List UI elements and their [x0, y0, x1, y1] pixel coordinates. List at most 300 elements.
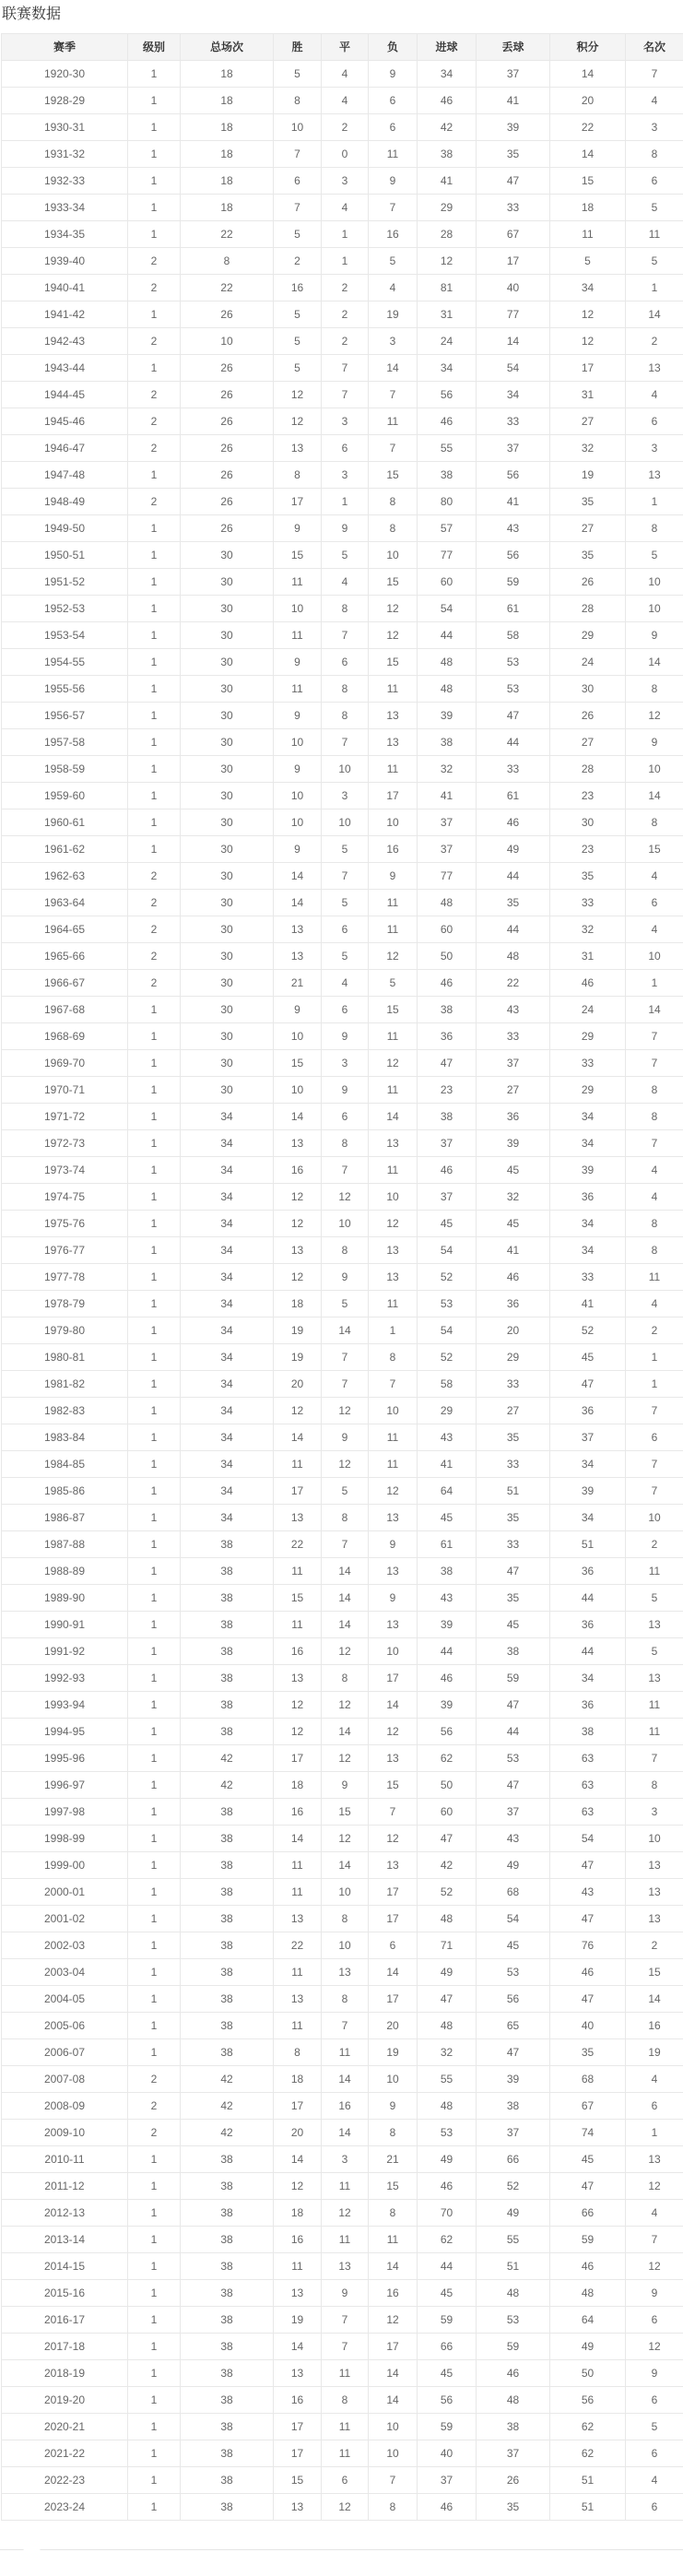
table-row [2, 2173, 683, 2200]
cell-level: 1 [128, 1104, 181, 1130]
table-row [2, 2253, 683, 2280]
cell-goals-against: 47 [477, 168, 550, 195]
cell-total-matches: 30 [181, 622, 274, 649]
cell-rank: 6 [626, 2093, 683, 2120]
cell-wins: 13 [274, 1906, 322, 1932]
cell-losses: 11 [369, 408, 418, 435]
cell-losses: 15 [369, 2173, 418, 2200]
cell-level: 1 [128, 2200, 181, 2227]
cell-losses: 7 [369, 382, 418, 408]
cell-wins: 17 [274, 1478, 322, 1505]
cell-points: 34 [550, 1665, 626, 1692]
cell-draws: 11 [322, 2039, 369, 2066]
table-row [2, 1585, 683, 1612]
cell-goals-against: 37 [477, 1799, 550, 1826]
cell-points: 63 [550, 1799, 626, 1826]
cell-draws: 6 [322, 2467, 369, 2494]
cell-draws: 14 [322, 1852, 369, 1879]
table-row [2, 1959, 683, 1986]
cell-rank: 13 [626, 462, 683, 489]
cell-rank: 6 [626, 408, 683, 435]
cell-losses: 5 [369, 248, 418, 275]
cell-draws: 11 [322, 2414, 369, 2440]
cell-draws: 10 [322, 1211, 369, 1237]
table-row [2, 1826, 683, 1852]
cell-rank: 6 [626, 2307, 683, 2334]
cell-total-matches: 30 [181, 676, 274, 703]
table-row [2, 382, 683, 408]
cell-level: 1 [128, 1932, 181, 1959]
cell-total-matches: 42 [181, 1745, 274, 1772]
cell-losses: 12 [369, 1211, 418, 1237]
cell-level: 1 [128, 1371, 181, 1398]
column-header-losses: 负 [369, 34, 418, 61]
cell-points: 20 [550, 88, 626, 114]
cell-season: 1955-56 [2, 676, 128, 703]
cell-wins: 12 [274, 1692, 322, 1719]
cell-season: 1996-97 [2, 1772, 128, 1799]
cell-season: 1997-98 [2, 1799, 128, 1826]
cell-level: 2 [128, 275, 181, 301]
cell-wins: 9 [274, 703, 322, 729]
table-row [2, 1237, 683, 1264]
cell-rank: 7 [626, 1451, 683, 1478]
cell-total-matches: 30 [181, 836, 274, 863]
cell-level: 1 [128, 2227, 181, 2253]
cell-rank: 14 [626, 783, 683, 809]
cell-season: 1983-84 [2, 1424, 128, 1451]
cell-total-matches: 38 [181, 2387, 274, 2414]
cell-wins: 18 [274, 2200, 322, 2227]
cell-goals-for: 36 [418, 1023, 477, 1050]
cell-points: 43 [550, 1879, 626, 1906]
cell-points: 34 [550, 275, 626, 301]
table-row [2, 221, 683, 248]
cell-total-matches: 38 [181, 1719, 274, 1745]
cell-points: 41 [550, 1291, 626, 1318]
cell-goals-against: 39 [477, 2066, 550, 2093]
cell-season: 1930-31 [2, 114, 128, 141]
cell-goals-against: 53 [477, 1959, 550, 1986]
cell-draws: 12 [322, 2200, 369, 2227]
cell-season: 1949-50 [2, 515, 128, 542]
cell-losses: 11 [369, 1451, 418, 1478]
cell-rank: 7 [626, 1478, 683, 1505]
cell-wins: 14 [274, 2334, 322, 2360]
cell-rank: 9 [626, 622, 683, 649]
cell-goals-against: 37 [477, 435, 550, 462]
cell-level: 1 [128, 2013, 181, 2039]
cell-wins: 11 [274, 1558, 322, 1585]
cell-goals-for: 46 [418, 1665, 477, 1692]
cell-goals-for: 54 [418, 1318, 477, 1344]
cell-wins: 15 [274, 542, 322, 569]
cell-losses: 6 [369, 114, 418, 141]
cell-losses: 13 [369, 1237, 418, 1264]
cell-goals-for: 61 [418, 1531, 477, 1558]
cell-draws: 4 [322, 61, 369, 88]
cell-draws: 10 [322, 809, 369, 836]
cell-draws: 14 [322, 1612, 369, 1638]
cell-points: 54 [550, 1826, 626, 1852]
cell-total-matches: 38 [181, 1986, 274, 2013]
cell-draws: 12 [322, 1451, 369, 1478]
cell-goals-against: 51 [477, 2253, 550, 2280]
cell-rank: 10 [626, 756, 683, 783]
cell-draws: 14 [322, 2066, 369, 2093]
table-row [2, 88, 683, 114]
cell-rank: 1 [626, 970, 683, 997]
cell-goals-against: 38 [477, 2093, 550, 2120]
cell-goals-for: 52 [418, 1879, 477, 1906]
cell-points: 44 [550, 1638, 626, 1665]
cell-losses: 12 [369, 1719, 418, 1745]
cell-rank: 5 [626, 1638, 683, 1665]
cell-level: 1 [128, 756, 181, 783]
column-header-goals-for: 进球 [418, 34, 477, 61]
cell-points: 34 [550, 1451, 626, 1478]
table-row [2, 301, 683, 328]
cell-wins: 9 [274, 997, 322, 1023]
cell-rank: 8 [626, 141, 683, 168]
cell-level: 2 [128, 890, 181, 916]
cell-level: 1 [128, 1852, 181, 1879]
cell-total-matches: 38 [181, 2253, 274, 2280]
cell-level: 2 [128, 2066, 181, 2093]
table-row [2, 2387, 683, 2414]
cell-goals-against: 37 [477, 2120, 550, 2146]
cell-level: 2 [128, 489, 181, 515]
cell-season: 1975-76 [2, 1211, 128, 1237]
cell-points: 50 [550, 2360, 626, 2387]
cell-goals-against: 53 [477, 649, 550, 676]
table-row [2, 114, 683, 141]
cell-goals-for: 40 [418, 2440, 477, 2467]
table-row [2, 2467, 683, 2494]
cell-goals-for: 59 [418, 2414, 477, 2440]
cell-goals-for: 38 [418, 1558, 477, 1585]
cell-rank: 13 [626, 1665, 683, 1692]
cell-draws: 12 [322, 1638, 369, 1665]
table-row [2, 1318, 683, 1344]
cell-level: 1 [128, 1772, 181, 1799]
cell-draws: 9 [322, 1424, 369, 1451]
cell-goals-against: 54 [477, 355, 550, 382]
cell-losses: 8 [369, 1344, 418, 1371]
cell-points: 35 [550, 542, 626, 569]
cell-season: 2005-06 [2, 2013, 128, 2039]
cell-goals-for: 48 [418, 649, 477, 676]
cell-points: 23 [550, 836, 626, 863]
cell-goals-against: 47 [477, 1772, 550, 1799]
cell-total-matches: 38 [181, 2307, 274, 2334]
cell-season: 1968-69 [2, 1023, 128, 1050]
cell-rank: 11 [626, 221, 683, 248]
cell-total-matches: 18 [181, 141, 274, 168]
cell-season: 1920-30 [2, 61, 128, 88]
cell-season: 1974-75 [2, 1184, 128, 1211]
cell-goals-against: 43 [477, 1826, 550, 1852]
cell-rank: 19 [626, 2039, 683, 2066]
cell-wins: 10 [274, 1023, 322, 1050]
cell-season: 2011-12 [2, 2173, 128, 2200]
cell-total-matches: 26 [181, 462, 274, 489]
cell-losses: 13 [369, 729, 418, 756]
cell-goals-against: 47 [477, 2039, 550, 2066]
cell-draws: 0 [322, 141, 369, 168]
cell-level: 1 [128, 1585, 181, 1612]
cell-wins: 12 [274, 2173, 322, 2200]
table-row [2, 2200, 683, 2227]
cell-wins: 11 [274, 1879, 322, 1906]
cell-total-matches: 38 [181, 1932, 274, 1959]
cell-draws: 1 [322, 221, 369, 248]
cell-season: 1980-81 [2, 1344, 128, 1371]
cell-wins: 8 [274, 2039, 322, 2066]
cell-rank: 4 [626, 2200, 683, 2227]
cell-wins: 17 [274, 2093, 322, 2120]
cell-draws: 5 [322, 1478, 369, 1505]
cell-rank: 13 [626, 1612, 683, 1638]
cell-points: 39 [550, 1478, 626, 1505]
cell-points: 36 [550, 1184, 626, 1211]
cell-draws: 7 [322, 382, 369, 408]
cell-points: 18 [550, 195, 626, 221]
table-row [2, 1023, 683, 1050]
cell-losses: 15 [369, 462, 418, 489]
table-row [2, 168, 683, 195]
cell-rank: 12 [626, 2253, 683, 2280]
cell-wins: 13 [274, 1665, 322, 1692]
cell-goals-for: 45 [418, 1505, 477, 1531]
cell-losses: 11 [369, 2227, 418, 2253]
cell-points: 46 [550, 1959, 626, 1986]
cell-points: 30 [550, 676, 626, 703]
cell-points: 27 [550, 729, 626, 756]
cell-goals-for: 38 [418, 997, 477, 1023]
cell-goals-for: 50 [418, 1772, 477, 1799]
cell-points: 29 [550, 622, 626, 649]
cell-rank: 14 [626, 649, 683, 676]
cell-goals-for: 32 [418, 2039, 477, 2066]
cell-points: 34 [550, 1237, 626, 1264]
cell-total-matches: 30 [181, 596, 274, 622]
cell-points: 29 [550, 1023, 626, 1050]
cell-goals-against: 27 [477, 1398, 550, 1424]
cell-level: 1 [128, 729, 181, 756]
cell-rank: 9 [626, 2360, 683, 2387]
cell-season: 2022-23 [2, 2467, 128, 2494]
cell-goals-against: 34 [477, 382, 550, 408]
cell-level: 1 [128, 141, 181, 168]
cell-season: 2008-09 [2, 2093, 128, 2120]
cell-total-matches: 38 [181, 1638, 274, 1665]
cell-level: 1 [128, 1612, 181, 1638]
cell-draws: 4 [322, 88, 369, 114]
cell-season: 2013-14 [2, 2227, 128, 2253]
cell-draws: 5 [322, 890, 369, 916]
cell-draws: 8 [322, 2387, 369, 2414]
bottom-divider [0, 2549, 683, 2550]
cell-draws: 13 [322, 2253, 369, 2280]
cell-goals-for: 48 [418, 2013, 477, 2039]
cell-total-matches: 34 [181, 1318, 274, 1344]
cell-losses: 16 [369, 836, 418, 863]
cell-goals-for: 23 [418, 1077, 477, 1104]
cell-losses: 7 [369, 195, 418, 221]
cell-level: 2 [128, 970, 181, 997]
table-row [2, 2066, 683, 2093]
cell-total-matches: 38 [181, 1585, 274, 1612]
cell-level: 1 [128, 88, 181, 114]
cell-total-matches: 30 [181, 916, 274, 943]
cell-rank: 2 [626, 328, 683, 355]
cell-season: 2009-10 [2, 2120, 128, 2146]
cell-total-matches: 22 [181, 221, 274, 248]
cell-goals-for: 48 [418, 676, 477, 703]
cell-goals-for: 52 [418, 1344, 477, 1371]
table-row [2, 195, 683, 221]
cell-total-matches: 38 [181, 2440, 274, 2467]
cell-points: 63 [550, 1745, 626, 1772]
cell-season: 1945-46 [2, 408, 128, 435]
cell-points: 67 [550, 2093, 626, 2120]
cell-rank: 4 [626, 1184, 683, 1211]
cell-goals-for: 44 [418, 1638, 477, 1665]
cell-wins: 17 [274, 2414, 322, 2440]
cell-losses: 15 [369, 997, 418, 1023]
cell-wins: 10 [274, 809, 322, 836]
cell-draws: 7 [322, 2334, 369, 2360]
cell-draws: 7 [322, 622, 369, 649]
cell-losses: 8 [369, 2200, 418, 2227]
cell-season: 1934-35 [2, 221, 128, 248]
table-row [2, 1879, 683, 1906]
cell-points: 68 [550, 2066, 626, 2093]
cell-total-matches: 34 [181, 1104, 274, 1130]
cell-losses: 11 [369, 1157, 418, 1184]
cell-goals-for: 47 [418, 1050, 477, 1077]
cell-points: 38 [550, 1719, 626, 1745]
cell-total-matches: 34 [181, 1264, 274, 1291]
cell-draws: 5 [322, 1291, 369, 1318]
cell-goals-for: 37 [418, 809, 477, 836]
cell-draws: 6 [322, 435, 369, 462]
cell-losses: 13 [369, 1505, 418, 1531]
table-row [2, 1157, 683, 1184]
cell-season: 2006-07 [2, 2039, 128, 2066]
cell-total-matches: 38 [181, 2173, 274, 2200]
cell-rank: 13 [626, 1852, 683, 1879]
cell-rank: 7 [626, 1398, 683, 1424]
cell-goals-against: 47 [477, 1692, 550, 1719]
cell-wins: 6 [274, 168, 322, 195]
cell-rank: 4 [626, 916, 683, 943]
cell-level: 1 [128, 1344, 181, 1371]
cell-wins: 12 [274, 1398, 322, 1424]
cell-goals-for: 46 [418, 1157, 477, 1184]
cell-goals-for: 24 [418, 328, 477, 355]
cell-season: 1943-44 [2, 355, 128, 382]
cell-season: 2018-19 [2, 2360, 128, 2387]
cell-rank: 4 [626, 2467, 683, 2494]
cell-total-matches: 38 [181, 1558, 274, 1585]
cell-season: 1964-65 [2, 916, 128, 943]
cell-level: 1 [128, 114, 181, 141]
cell-wins: 14 [274, 1424, 322, 1451]
cell-draws: 15 [322, 1799, 369, 1826]
table-row [2, 1371, 683, 1398]
cell-losses: 19 [369, 2039, 418, 2066]
cell-goals-for: 39 [418, 1612, 477, 1638]
cell-level: 1 [128, 1505, 181, 1531]
cell-points: 51 [550, 2467, 626, 2494]
cell-total-matches: 30 [181, 809, 274, 836]
table-row [2, 1104, 683, 1130]
table-row [2, 248, 683, 275]
table-row [2, 542, 683, 569]
cell-draws: 4 [322, 970, 369, 997]
cell-draws: 2 [322, 328, 369, 355]
cell-losses: 12 [369, 2307, 418, 2334]
cell-rank: 5 [626, 542, 683, 569]
table-row [2, 2440, 683, 2467]
cell-wins: 14 [274, 1826, 322, 1852]
cell-rank: 9 [626, 2280, 683, 2307]
cell-losses: 10 [369, 809, 418, 836]
cell-level: 1 [128, 1799, 181, 1826]
cell-level: 1 [128, 2280, 181, 2307]
cell-season: 2002-03 [2, 1932, 128, 1959]
cell-goals-for: 59 [418, 2307, 477, 2334]
cell-level: 2 [128, 863, 181, 890]
cell-season: 1972-73 [2, 1130, 128, 1157]
cell-goals-for: 47 [418, 1826, 477, 1852]
cell-wins: 7 [274, 141, 322, 168]
cell-wins: 17 [274, 2440, 322, 2467]
cell-wins: 13 [274, 435, 322, 462]
cell-total-matches: 34 [181, 1211, 274, 1237]
cell-points: 27 [550, 408, 626, 435]
cell-points: 32 [550, 435, 626, 462]
cell-level: 1 [128, 2146, 181, 2173]
cell-goals-against: 53 [477, 676, 550, 703]
cell-losses: 13 [369, 703, 418, 729]
cell-draws: 11 [322, 2173, 369, 2200]
cell-points: 15 [550, 168, 626, 195]
table-row [2, 622, 683, 649]
cell-losses: 12 [369, 596, 418, 622]
cell-total-matches: 18 [181, 114, 274, 141]
cell-points: 34 [550, 1505, 626, 1531]
cell-rank: 4 [626, 1157, 683, 1184]
cell-level: 1 [128, 1157, 181, 1184]
cell-losses: 19 [369, 301, 418, 328]
cell-goals-against: 43 [477, 997, 550, 1023]
cell-losses: 20 [369, 2013, 418, 2039]
cell-wins: 5 [274, 355, 322, 382]
cell-wins: 14 [274, 890, 322, 916]
cell-goals-against: 41 [477, 1237, 550, 1264]
cell-season: 2015-16 [2, 2280, 128, 2307]
cell-draws: 8 [322, 1665, 369, 1692]
cell-rank: 8 [626, 515, 683, 542]
cell-losses: 11 [369, 756, 418, 783]
cell-wins: 17 [274, 489, 322, 515]
cell-losses: 1 [369, 1318, 418, 1344]
cell-goals-for: 48 [418, 1906, 477, 1932]
cell-total-matches: 30 [181, 890, 274, 916]
